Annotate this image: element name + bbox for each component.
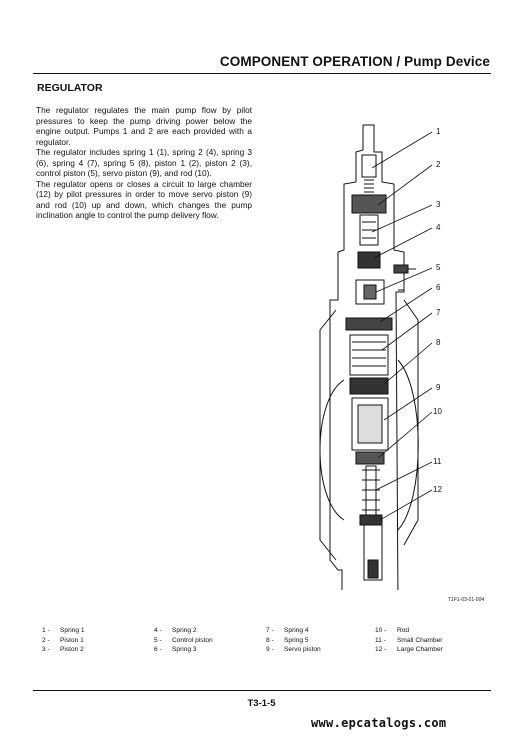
- callout-9: 9: [436, 383, 441, 392]
- figure-code: T1F1-03-01-004: [448, 597, 485, 603]
- footer-rule: [33, 690, 491, 691]
- header-rule: [33, 73, 491, 74]
- legend-item: 11 - Small Chamber: [375, 636, 443, 644]
- callout-6: 6: [436, 283, 441, 292]
- legend-item: 9 - Servo piston: [266, 646, 321, 653]
- lower-assembly: [352, 398, 388, 525]
- regulator-diagram: [295, 120, 465, 590]
- callout-5: 5: [436, 263, 441, 272]
- legend-item: 12 - Large Chamber: [375, 646, 443, 653]
- body-text: [36, 105, 252, 221]
- paragraph-1: The regulator regulates the main pump flow by pilot pressures to keep the pump driving power below the engine output. Pumps 1 and 2 are each provided with a regulator.: [36, 105, 252, 147]
- page-title: COMPONENT OPERATION / Pump Device: [219, 54, 490, 69]
- legend-item: 6 - Spring 3: [154, 646, 197, 653]
- callout-7: 7: [436, 308, 441, 317]
- callout-1: 1: [436, 127, 441, 136]
- upper-assembly: [352, 155, 386, 268]
- callout-10: 10: [433, 407, 442, 416]
- callout-labels: [433, 127, 442, 494]
- callout-11: 11: [433, 457, 442, 466]
- paragraph-2: The regulator includes spring 1 (1), spring 2 (4), spring 3 (6), spring 4 (7), spring 5 (8), piston 1 (2), piston 2 (3), control piston (5), servo piston (9), and rod (10).: [36, 147, 252, 178]
- callout-12: 12: [433, 485, 442, 494]
- callout-4: 4: [436, 223, 441, 232]
- legend-item: 10 - Rod: [375, 627, 410, 634]
- middle-assembly: [346, 280, 392, 394]
- callout-8: 8: [436, 338, 441, 347]
- legend-item: 8 - Spring 5: [266, 636, 309, 644]
- callout-3: 3: [436, 200, 441, 209]
- legend-item: 4 - Spring 2: [154, 627, 197, 634]
- legend-item: 3 - Piston 2: [42, 646, 84, 653]
- section-heading: REGULATOR: [37, 82, 103, 94]
- legend-item: 5 - Control piston: [154, 636, 213, 644]
- legend-item: 1 - Spring 1: [42, 627, 85, 634]
- legend-item: 2 - Piston 1: [42, 636, 84, 644]
- paragraph-3: The regulator opens or closes a circuit to large chamber (12) by pilot pressures in order to move servo piston (9) and rod (10) up and down, which changes the pump inclination angle to control the pump delivery flow.: [36, 178, 252, 220]
- page-number: T3-1-5: [247, 698, 276, 709]
- watermark: www.epcatalogs.com: [311, 716, 447, 730]
- callout-2: 2: [436, 160, 441, 169]
- legend-item: 7 - Spring 4: [266, 627, 309, 634]
